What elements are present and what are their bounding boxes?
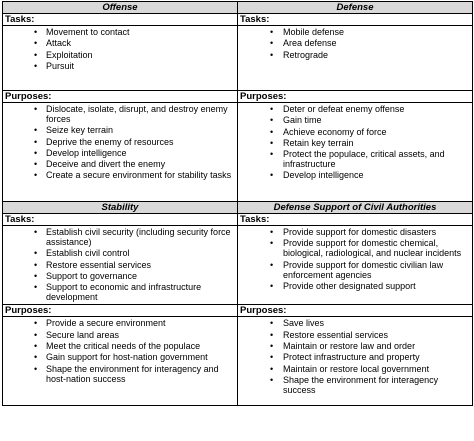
- bullet-icon: •: [34, 49, 38, 60]
- list-item: [3, 352, 237, 362]
- list-item: [3, 318, 237, 328]
- bullet-icon: •: [34, 104, 38, 114]
- offense-tasks-list: [3, 26, 237, 73]
- list-item-text: Establish civil security (including security force assistance): [46, 227, 231, 247]
- list-item-text: Create a secure environment for stability tasks: [46, 170, 232, 181]
- bullet-icon: •: [34, 125, 38, 136]
- list-item-text: Gain support for host-nation government: [46, 352, 208, 363]
- list-item-text: Seize key terrain: [46, 125, 114, 136]
- bullet-icon: •: [34, 136, 38, 147]
- offense-purposes-cell: [3, 91, 238, 202]
- dsca-tasks-cell: [238, 214, 473, 305]
- list-item-text: Provide a secure environment: [46, 318, 166, 329]
- list-item-text: Movement to contact: [46, 27, 130, 37]
- list-item-text: Deprive the enemy of resources: [46, 136, 174, 147]
- list-item-text: Attack: [46, 38, 72, 49]
- list-item: [3, 227, 237, 247]
- offense-purposes-list: [3, 103, 237, 183]
- list-item-text: Shape the environment for interagency and host-nation success: [46, 363, 219, 384]
- bullet-icon: •: [270, 49, 274, 60]
- bullet-icon: •: [270, 238, 274, 249]
- list-item-text: Establish civil control: [46, 248, 130, 259]
- bullet-icon: •: [34, 363, 38, 374]
- dsca-purposes-label: Purposes:: [238, 305, 472, 317]
- list-item: [3, 104, 237, 124]
- stability-tasks-cell: [3, 214, 238, 305]
- bullet-icon: •: [34, 147, 38, 158]
- list-item: [238, 330, 472, 340]
- list-item: [238, 149, 472, 169]
- list-item: [238, 281, 472, 291]
- stability-tasks-label: Tasks:: [3, 214, 237, 226]
- list-item-text: Develop intelligence: [283, 170, 364, 181]
- bullet-icon: •: [34, 270, 38, 281]
- bullet-icon: •: [270, 227, 274, 237]
- bullet-icon: •: [270, 38, 274, 49]
- bullet-icon: •: [270, 374, 274, 385]
- dsca-tasks-list: [238, 226, 472, 293]
- list-item-text: Protect infrastructure and property: [283, 352, 420, 363]
- list-item: [238, 364, 472, 374]
- list-item-text: Restore essential services: [46, 259, 152, 270]
- defense-tasks-list: [238, 26, 472, 62]
- list-item: [3, 170, 237, 180]
- defense-purposes-cell: [238, 91, 473, 202]
- list-item: [238, 341, 472, 351]
- list-item-text: Meet the critical needs of the populace: [46, 341, 201, 352]
- list-item-text: Restore essential services: [283, 329, 389, 340]
- bullet-icon: •: [270, 149, 274, 160]
- bullet-icon: •: [270, 318, 274, 329]
- list-item-text: Save lives: [283, 318, 325, 329]
- list-item-text: Retrograde: [283, 49, 329, 60]
- list-item: [238, 375, 472, 395]
- bullet-icon: •: [270, 341, 274, 352]
- defense-tasks-cell: [238, 14, 473, 91]
- list-item: [3, 61, 237, 71]
- list-item: [3, 330, 237, 340]
- stability-tasks-list: [3, 226, 237, 304]
- bullet-icon: •: [270, 363, 274, 374]
- bullet-icon: •: [270, 115, 274, 126]
- list-item: [3, 159, 237, 169]
- defense-purposes-label: Purposes:: [238, 91, 472, 103]
- bullet-icon: •: [34, 259, 38, 270]
- list-item: [3, 282, 237, 302]
- list-item-text: Provide other designated support: [283, 280, 416, 291]
- list-item: [238, 238, 472, 258]
- list-item: [3, 364, 237, 384]
- bullet-icon: •: [270, 259, 274, 270]
- list-item-text: Secure land areas: [46, 329, 120, 340]
- list-item: [238, 260, 472, 280]
- list-item-text: Area defense: [283, 38, 337, 49]
- offense-tasks-cell: [3, 14, 238, 91]
- dsca-tasks-label: Tasks:: [238, 214, 472, 226]
- list-item: [3, 148, 237, 158]
- stability-purposes-cell: [3, 305, 238, 406]
- bullet-icon: •: [34, 248, 38, 259]
- list-item: [238, 227, 472, 237]
- list-item-text: Gain time: [283, 115, 322, 126]
- list-item-text: Dislocate, isolate, disrupt, and destroy enemy forces: [46, 104, 228, 124]
- bullet-icon: •: [34, 352, 38, 363]
- bullet-icon: •: [270, 137, 274, 148]
- list-item: [238, 38, 472, 48]
- defense-purposes-list: [238, 103, 472, 183]
- bullet-icon: •: [34, 329, 38, 340]
- list-item-text: Deter or defeat enemy offense: [283, 104, 405, 114]
- list-item-text: Deceive and divert the enemy: [46, 159, 166, 170]
- list-item-text: Pursuit: [46, 60, 75, 71]
- list-item: [3, 341, 237, 351]
- stability-purposes-label: Purposes:: [3, 305, 237, 317]
- list-item: [3, 125, 237, 135]
- bullet-icon: •: [34, 38, 38, 49]
- defense-tasks-label: Tasks:: [238, 14, 472, 26]
- list-item: [3, 137, 237, 147]
- bullet-icon: •: [270, 126, 274, 137]
- operations-tasks-purposes-table: [2, 1, 473, 406]
- list-item-text: Retain key terrain: [283, 137, 354, 148]
- bullet-icon: •: [270, 170, 274, 181]
- list-item-text: Protect the populace, critical assets, and infrastructure: [283, 149, 445, 170]
- list-item: [238, 27, 472, 37]
- bullet-icon: •: [34, 282, 38, 293]
- stability-purposes-list: [3, 317, 237, 385]
- bullet-icon: •: [34, 159, 38, 170]
- bullet-icon: •: [270, 27, 274, 37]
- list-item: [238, 318, 472, 328]
- bullet-icon: •: [270, 104, 274, 114]
- list-item-text: Provide support for domestic disasters: [283, 227, 437, 237]
- list-item: [3, 271, 237, 281]
- defense-header: Defense: [238, 2, 473, 14]
- list-item: [3, 27, 237, 37]
- bullet-icon: •: [34, 341, 38, 352]
- list-item-text: Develop intelligence: [46, 147, 127, 158]
- list-item-text: Support to economic and infrastructure development: [46, 282, 202, 303]
- list-item: [238, 170, 472, 180]
- bullet-icon: •: [34, 227, 38, 237]
- bullet-icon: •: [34, 318, 38, 329]
- list-item: [238, 104, 472, 114]
- list-item: [3, 50, 237, 60]
- bullet-icon: •: [270, 329, 274, 340]
- offense-tasks-label: Tasks:: [3, 14, 237, 26]
- list-item-text: Mobile defense: [283, 27, 345, 37]
- dsca-purposes-list: [238, 317, 472, 397]
- list-item-text: Exploitation: [46, 49, 93, 60]
- list-item: [3, 260, 237, 270]
- list-item: [238, 127, 472, 137]
- offense-purposes-label: Purposes:: [3, 91, 237, 103]
- list-item-text: Shape the environment for interagency success: [283, 374, 439, 395]
- list-item: [238, 115, 472, 125]
- list-item-text: Provide support for domestic chemical, biological, radiological, and nuclear incidents: [283, 238, 462, 259]
- bullet-icon: •: [270, 352, 274, 363]
- bullet-icon: •: [34, 60, 38, 71]
- list-item: [3, 38, 237, 48]
- offense-header: Offense: [3, 2, 238, 14]
- list-item-text: Maintain or restore law and order: [283, 341, 416, 352]
- list-item-text: Support to governance: [46, 270, 138, 281]
- list-item: [238, 352, 472, 362]
- bullet-icon: •: [34, 170, 38, 181]
- list-item-text: Provide support for domestic civilian law enforcement agencies: [283, 259, 444, 280]
- stability-header: Stability: [3, 202, 238, 214]
- dsca-purposes-cell: [238, 305, 473, 406]
- list-item: [238, 50, 472, 60]
- list-item-text: Achieve economy of force: [283, 126, 387, 137]
- list-item: [238, 138, 472, 148]
- bullet-icon: •: [34, 27, 38, 37]
- dsca-header: Defense Support of Civil Authorities: [238, 202, 473, 214]
- bullet-icon: •: [270, 280, 274, 291]
- list-item-text: Maintain or restore local government: [283, 363, 430, 374]
- list-item: [3, 248, 237, 258]
